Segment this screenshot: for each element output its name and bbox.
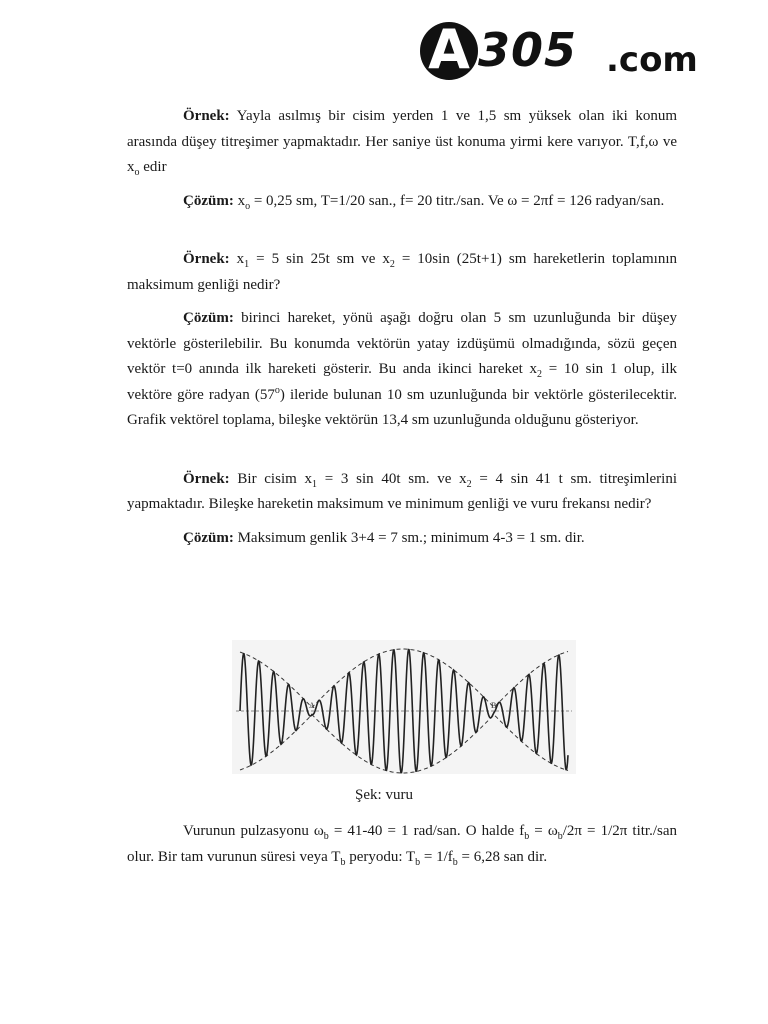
example-1-solution: Çözüm: $x_o = 0,25$ sm, T=1/20 san., f= 20 titr./san. Ve ω = 2πf = 126 radyan/san. — [183, 192, 665, 212]
example-3-solution: Çözüm: Maksimum genlik 3+4 = 7 sm.; minimum 4-3 = 1 sm. dir. — [183, 529, 585, 546]
example-label: Örnek: — [183, 251, 230, 267]
logo-number: 305 — [478, 23, 578, 77]
example-label: Örnek: — [183, 470, 230, 487]
node-label-b: B — [491, 701, 497, 710]
example-2-solution: Çözüm: birinci hareket, yönü aşağı doğru olan 5 sm uzunluğunda bir düşey vektörle gösterilebilir. Bu konumda vektörün yatay izdüşümü olmadığında, sözü geçen vektör t=0 anında ilk hareketi gösterir. Bu anda ikinci hareket $x_2 = 10$ sin 1 olup, ilk vektöre göre radyan (57$^o$) ileride bulunan 10 sm uzunluğunda bir vektörle gösterilecektir. Grafik vektörel toplama, bileşke vektörün 13,4 sm uzunluğunda olduğunu gösteriyor. — [127, 310, 678, 428]
solution-label: Çözüm: — [183, 529, 234, 546]
example-3-question: Örnek: Bir cisim $x_1 = 3$ sin 40t sm. ve $x_2 = 4$ sin 41 t sm. titreşimlerini yapmaktadır. Bileşke hareketin maksimum ve minimum genliği ve vuru frekansı nedir? — [127, 470, 678, 512]
example-1-question: Örnek: Yayla asılmış bir cisim yerden 1 ve 1,5 sm yüksek olan iki konum arasında düşey titreşimer yapmaktadır. Her saniye üst konuma yirmi kere varıyor. T,f,ω ve $x_o$ edir — [127, 108, 677, 178]
solution-label: Çözüm: — [183, 192, 234, 209]
logo-letter: A — [428, 18, 470, 81]
example-2-question: Örnek: $x_1 = 5$ sin 25t sm ve $x_2 = 10\sin$ (25t+1) sm hareketlerin toplamının maksimum genliği nedir? — [127, 251, 677, 293]
beat-figure — [232, 640, 576, 774]
logo-domain: .com — [606, 40, 698, 80]
figure-caption: Şek: vuru — [355, 787, 413, 803]
solution-label: Çözüm: — [183, 310, 234, 326]
beat-explanation: Vurunun pulzasyonu $\omega_b = 41-40 = 1$ rad/san. O halde $f_b = \omega_b/2\pi = 1/2\pi$ titr./san olur. Bir tam vurunun süresi veya $T_b$ peryodu: $T_b = 1/f_b = 6,28$ san dir. — [127, 823, 677, 868]
node-label-a: A — [309, 701, 315, 710]
document-body — [127, 104, 677, 551]
example-label: Örnek: — [183, 108, 230, 124]
site-logo — [420, 18, 698, 81]
figure-background — [232, 640, 576, 774]
